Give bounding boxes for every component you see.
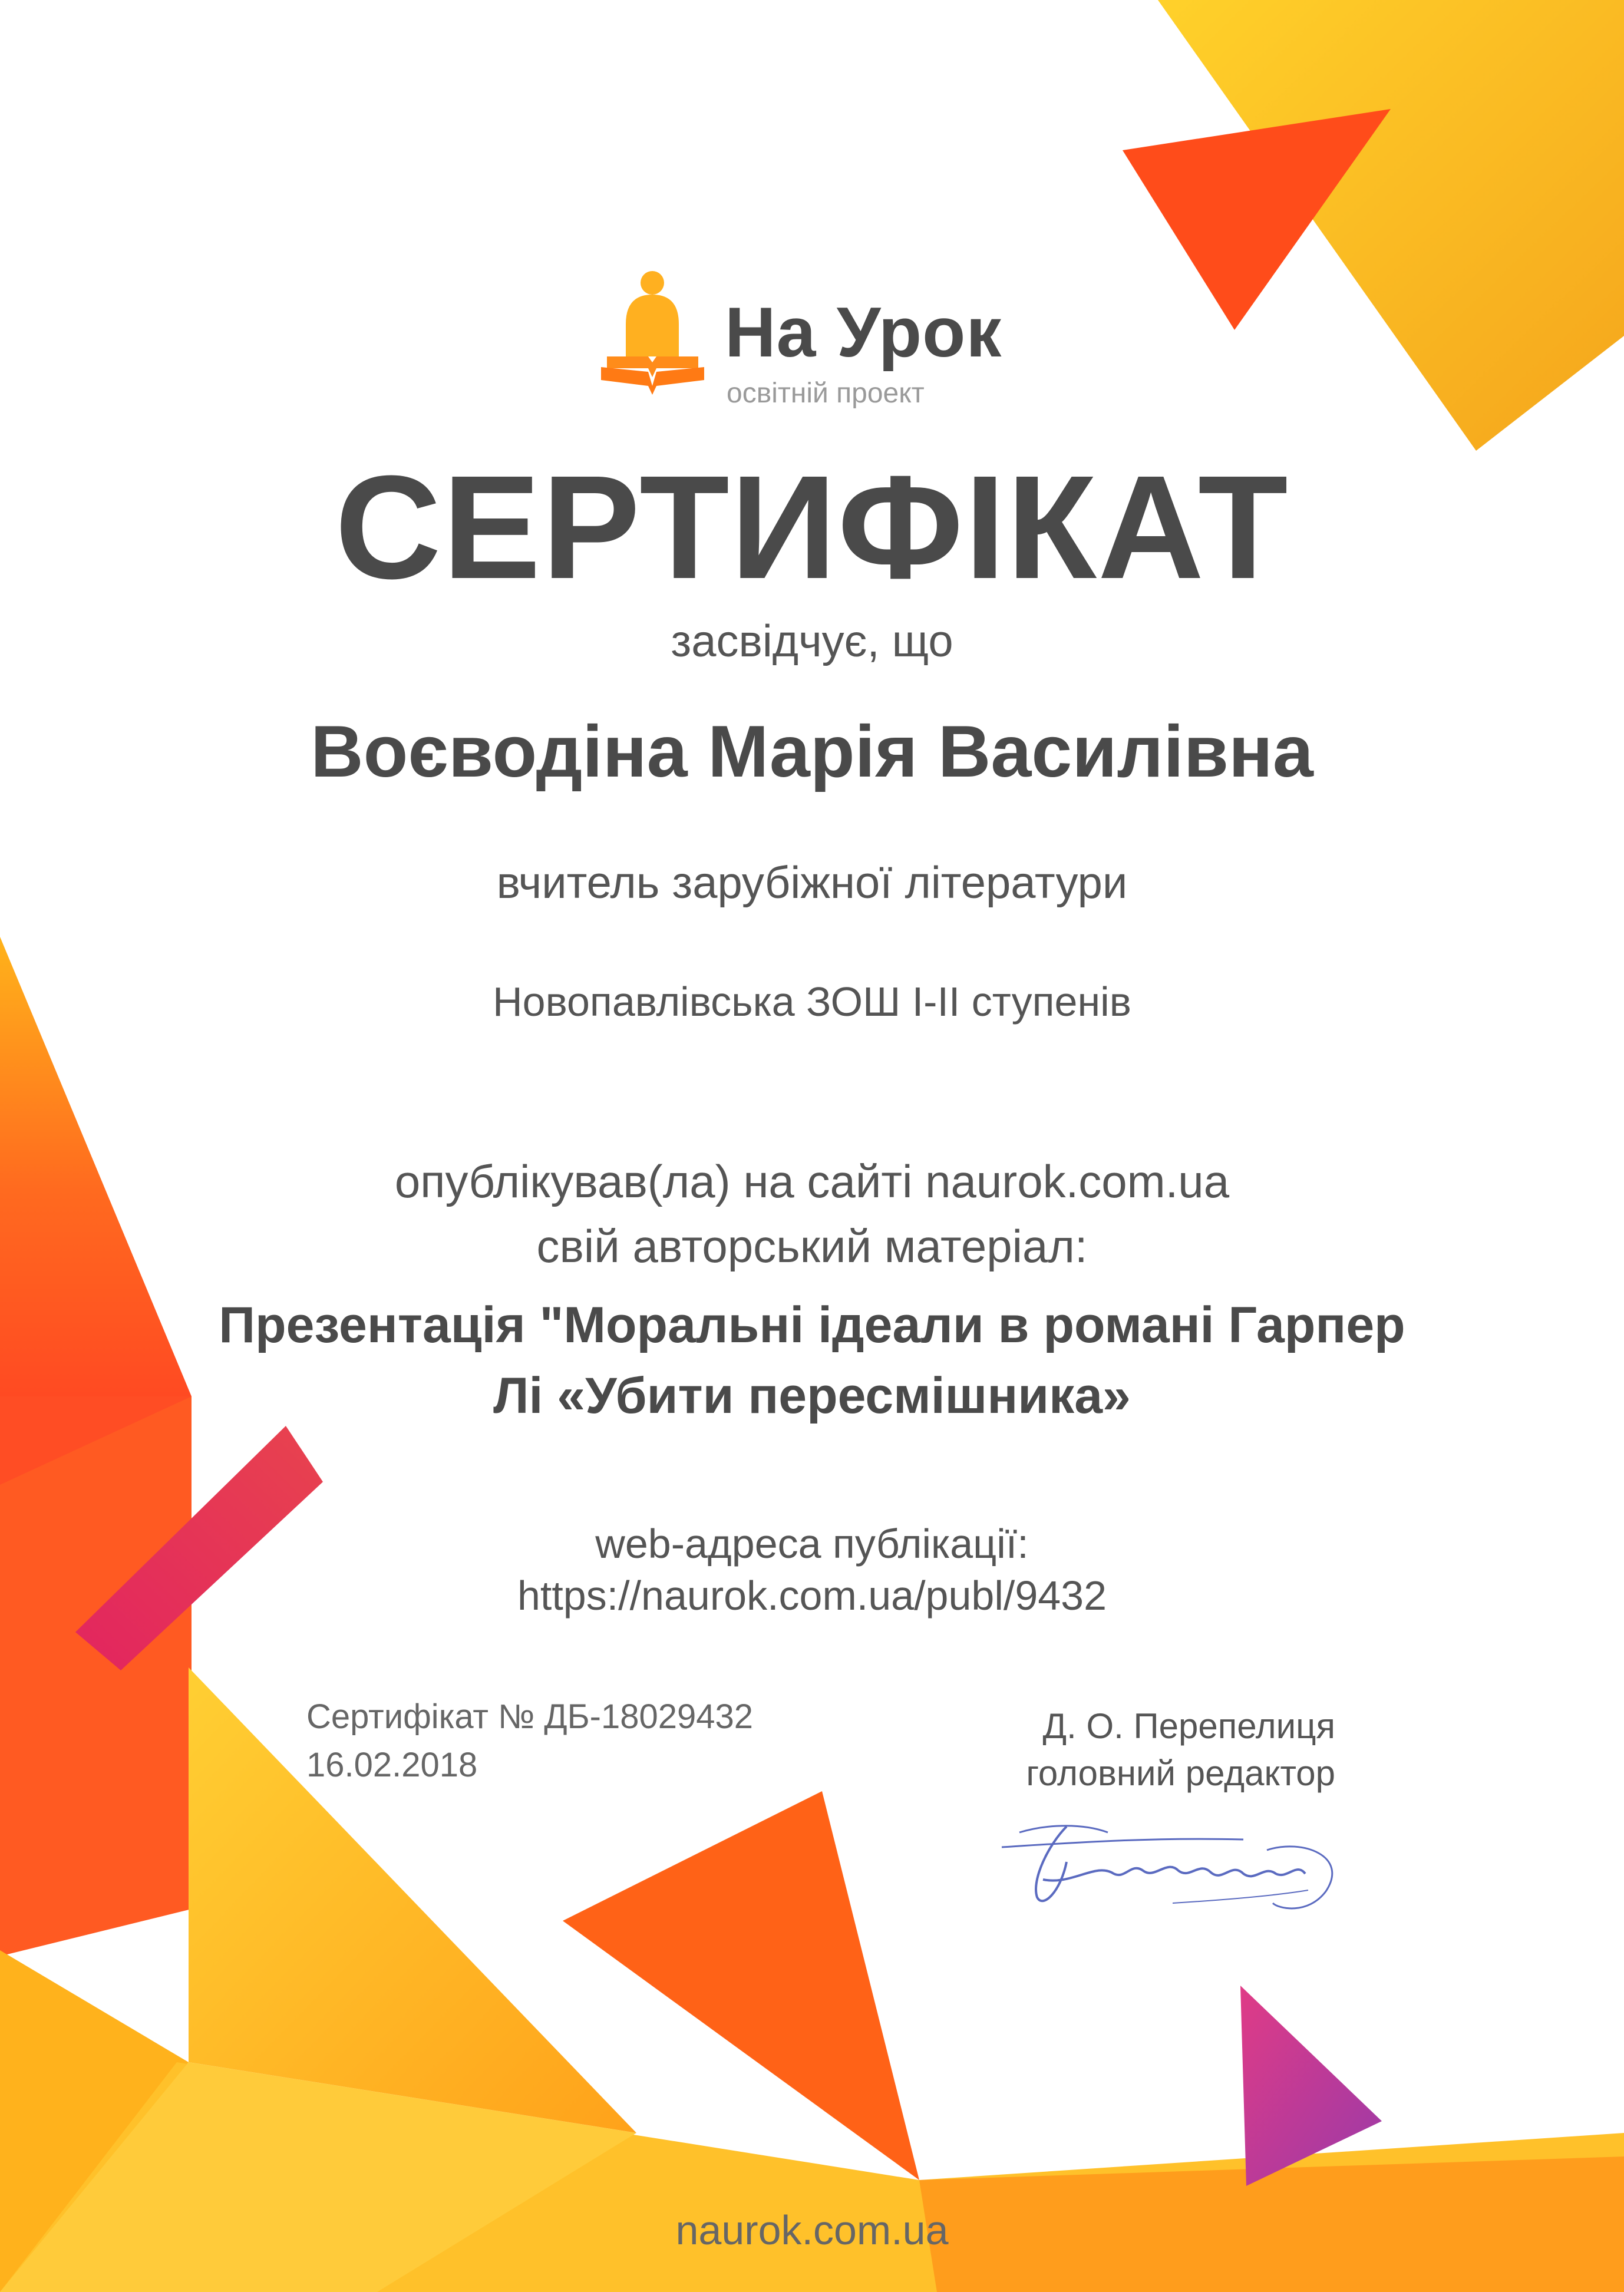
recipient-school: Новопавлівська ЗОШ І-ІІ ступенів [493,979,1131,1025]
material-title-line1: Презентація "Моральні ідеали в романі Гарпер [219,1297,1405,1353]
publication-url[interactable]: https://naurok.com.ua/publ/9432 [517,1573,1107,1619]
editor-role: головний редактор [1026,1753,1335,1793]
logo-name: На Урок [725,293,1002,372]
logo-tagline: освітній проект [727,378,925,409]
naurok-logo [601,268,1025,421]
footer-site[interactable]: naurok.com.ua [675,2207,949,2253]
certificate-number: Сертифікат № ДБ-18029432 [306,1697,754,1736]
recipient-position: вчитель зарубіжної літератури [496,858,1128,908]
bell-book-icon [601,268,704,398]
published-text-line2: свій авторський матеріал: [536,1220,1088,1272]
recipient-name: Воєводіна Марія Василівна [311,711,1313,792]
editor-signature [996,1791,1349,1927]
attests-text: засвідчує, що [671,616,953,666]
certificate-title: СЕРТИФІКАТ [335,445,1289,609]
certificate-date: 16.02.2018 [306,1746,478,1784]
material-title-line2: Лі «Убити пересмішника» [493,1368,1131,1424]
web-address-label: web-адреса публікації: [595,1521,1029,1567]
published-text-line1: опублікував(ла) на сайті naurok.com.ua [394,1155,1230,1207]
editor-name: Д. О. Перепелиця [1042,1706,1335,1746]
